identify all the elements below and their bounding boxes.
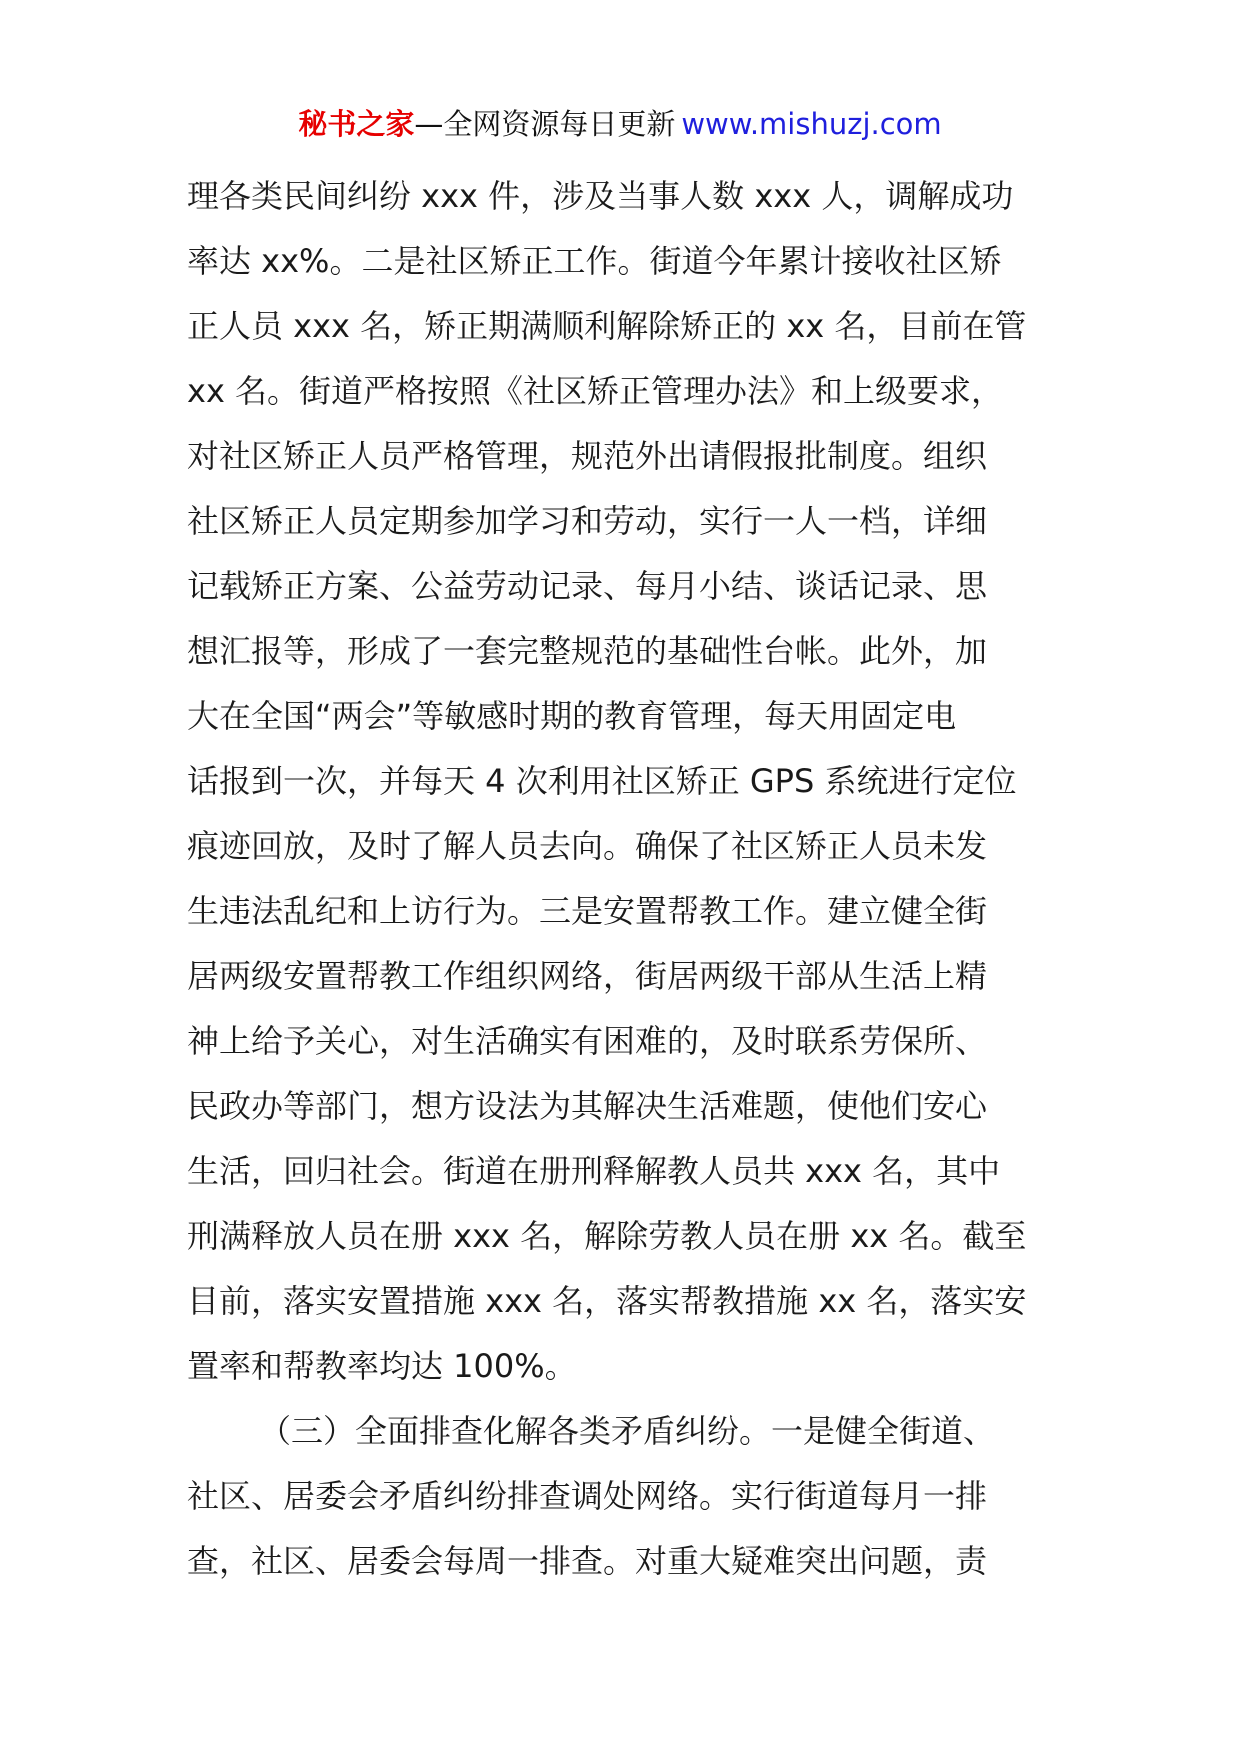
document-body bbox=[187, 164, 1067, 1594]
text-line: 生活，回归社会。街道在册刑释解教人员共 xxx 名，其中 bbox=[187, 1152, 1001, 1190]
site-url-link[interactable]: www.mishuzj.com bbox=[681, 107, 942, 141]
text-line: 生违法乱纪和上访行为。三是安置帮教工作。建立健全街 bbox=[187, 892, 988, 930]
text-line: 理各类民间纠纷 xxx 件，涉及当事人数 xxx 人，调解成功 bbox=[187, 177, 1014, 215]
text-line: 置率和帮教率均达 100%。 bbox=[187, 1347, 577, 1385]
text-line: 对社区矫正人员严格管理，规范外出请假报批制度。组织 bbox=[187, 437, 988, 475]
text-line: 率达 xx%。二是社区矫正工作。街道今年累计接收社区矫 bbox=[187, 242, 1002, 280]
text-line: 社区、居委会矛盾纠纷排查调处网络。实行街道每月一排 bbox=[187, 1477, 988, 1515]
text-line: 民政办等部门，想方设法为其解决生活难题，使他们安心 bbox=[187, 1087, 988, 1125]
site-tagline: —全网资源每日更新 bbox=[414, 107, 676, 141]
text-line: 刑满释放人员在册 xxx 名，解除劳教人员在册 xx 名。截至 bbox=[187, 1217, 1027, 1255]
text-line: 话报到一次，并每天 4 次利用社区矫正 GPS 系统进行定位 bbox=[187, 762, 1017, 800]
text-line: 神上给予关心，对生活确实有困难的，及时联系劳保所、 bbox=[187, 1022, 988, 1060]
text-line: 痕迹回放，及时了解人员去向。确保了社区矫正人员未发 bbox=[187, 827, 988, 865]
text-line: 目前，落实安置措施 xxx 名，落实帮教措施 xx 名，落实安 bbox=[187, 1282, 1027, 1320]
section-heading-line: （三）全面排查化解各类矛盾纠纷。一是健全街道、 bbox=[259, 1412, 996, 1450]
text-line: 查，社区、居委会每周一排查。对重大疑难突出问题，责 bbox=[187, 1542, 988, 1580]
text-line: 记载矫正方案、公益劳动记录、每月小结、谈话记录、思 bbox=[187, 567, 988, 605]
site-brand: 秘书之家 bbox=[298, 107, 415, 141]
text-line: 社区矫正人员定期参加学习和劳动，实行一人一档，详细 bbox=[187, 502, 988, 540]
text-line: xx 名。街道严格按照《社区矫正管理办法》和上级要求， bbox=[187, 372, 1004, 410]
text-line: 居两级安置帮教工作组织网络，街居两级干部从生活上精 bbox=[187, 957, 988, 995]
text-line: 正人员 xxx 名，矫正期满顺利解除矫正的 xx 名，目前在管 bbox=[187, 307, 1027, 345]
text-line: 想汇报等，形成了一套完整规范的基础性台帐。此外，加 bbox=[187, 632, 988, 670]
text-line: 大在全国“两会”等敏感时期的教育管理，每天用固定电 bbox=[187, 697, 957, 735]
site-header bbox=[0, 104, 1240, 144]
